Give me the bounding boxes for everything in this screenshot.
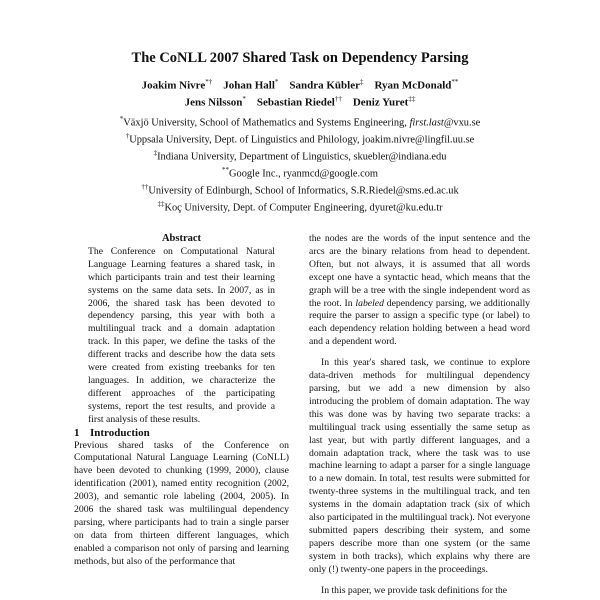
author-mark: ** bbox=[451, 78, 459, 86]
author-mark: ‡ bbox=[359, 78, 364, 86]
email-domain: @vxu.se bbox=[443, 117, 481, 129]
author-name: Jens Nilsson bbox=[184, 96, 243, 109]
abstract-heading: Abstract bbox=[161, 233, 202, 244]
affiliation bbox=[0, 115, 600, 128]
affiliation-text: University of Edinburgh, School of Informatics, S.R.Riedel@sms.ed.ac.uk bbox=[148, 185, 459, 197]
affiliation bbox=[0, 183, 600, 196]
right-column bbox=[309, 233, 530, 597]
affiliation bbox=[0, 132, 600, 145]
author-mark: * bbox=[242, 95, 246, 103]
affiliation-mark: †† bbox=[141, 183, 149, 191]
affiliation-text: Växjö University, School of Mathematics and Systems Engineering, bbox=[123, 117, 410, 129]
affiliation-text: Google Inc., ryanmcd@google.com bbox=[229, 168, 378, 180]
section-heading bbox=[74, 427, 289, 440]
left-column bbox=[74, 233, 289, 569]
intro-paragraph: Previous shared tasks of the Conference on Computational Natural Language Learning (CoNLL) have been devoted to chunking (1999, 2000), clause identification (2001), named entity recognition (2002, 2003), and semantic role labeling (2004, 2005). In 2006 the shared task was multilingual dependency parsing, where participants had to train a single parser on data from thirteen different languages, which enabled a comparison not only of parsing and learning methods, but also of the performance that bbox=[74, 439, 289, 567]
author-line-1 bbox=[0, 78, 600, 92]
affiliation-text: Indiana University, Department of Linguistics, skuebler@indiana.edu bbox=[157, 151, 447, 163]
author-name: Sandra Kübler bbox=[289, 79, 360, 92]
author-mark: †† bbox=[334, 95, 342, 103]
body-paragraph: In this year's shared task, we continue to explore data-driven methods for multilingual dependency parsing, but we add a new dimension by also introducing the problem of domain adaptation. The way this was done was by having two separate tracks: a multilingual track using essentially the same setup as last year, but with partly different languages, and a domain adaptation track, where the task was to use machine learning to adapt a parser for a single language to a new domain. In total, test results were submitted for twenty-three systems in the multilingual track, and ten systems in the domain adaptation track (six of which also participated in the multilingual track). Not everyone submitted papers describing their system, and some papers describe more than one system (or the same system in both tracks), which explains why there are only (!) twenty-one papers in the proceedings. bbox=[309, 357, 530, 575]
author-name: Deniz Yuret bbox=[352, 96, 409, 109]
affiliation-mark: ** bbox=[222, 166, 230, 174]
author-line-2 bbox=[0, 95, 600, 109]
author-mark: *† bbox=[205, 78, 213, 86]
affiliation-text: Uppsala University, Dept. of Linguistics and Philology, joakim.nivre@lingfil.uu.se bbox=[129, 134, 475, 146]
affiliation bbox=[0, 149, 600, 162]
affiliation-mark: * bbox=[119, 115, 124, 123]
author-mark: * bbox=[274, 78, 279, 86]
affiliation bbox=[0, 200, 600, 213]
affiliation-mark: ‡ bbox=[153, 149, 158, 157]
abstract-text: The Conference on Computational Natural Language Learning features a shared task, in which participants train and test their learning systems on the same data sets. In 2007, as in 2006, the shared task has been devoted to dependency parsing, this year with both a multilingual track and a domain adaptation track. In this paper, we define the tasks of the different tracks and describe how the data sets were created from existing treebanks for ten languages. In addition, we characterize the different approaches of the participating systems, report the test results, and provide a first analysis of these results. bbox=[88, 245, 275, 425]
email-user: first.last bbox=[409, 117, 444, 129]
affiliation-mark: ‡‡ bbox=[157, 200, 165, 208]
section-title: Introduction bbox=[90, 426, 150, 439]
body-paragraph bbox=[309, 233, 530, 349]
paragraph-text: dependency parsing, we additionally require the parser to assign a specific type (or label) to each dependency relation holding between a head word and a dependent word. bbox=[309, 297, 530, 348]
affiliation-text: Koç University, Dept. of Computer Engineering, dyuret@ku.edu.tr bbox=[164, 202, 443, 214]
author-mark: ‡‡ bbox=[408, 95, 416, 103]
section-number: 1 bbox=[74, 426, 80, 439]
emphasis-text: labeled bbox=[355, 297, 384, 309]
paper-title: The CoNLL 2007 Shared Task on Dependency Parsing bbox=[131, 50, 469, 66]
author-name: Sebastian Riedel bbox=[256, 96, 335, 109]
affiliation-mark: † bbox=[125, 132, 130, 140]
affiliation bbox=[0, 166, 600, 179]
author-name: Johan Hall bbox=[223, 79, 275, 92]
author-name: Ryan McDonald bbox=[374, 79, 452, 92]
author-name: Joakim Nivre bbox=[141, 79, 206, 92]
paragraph-text: the nodes are the words of the input sentence and the arcs are the binary relations from head to dependent. Often, but not always, it is assumed that all words except one have a syntactic head, which means that the graph will be a tree with the single independent word as the root. In bbox=[309, 233, 530, 309]
body-paragraph: In this paper, we provide task definitions for the bbox=[321, 584, 508, 596]
